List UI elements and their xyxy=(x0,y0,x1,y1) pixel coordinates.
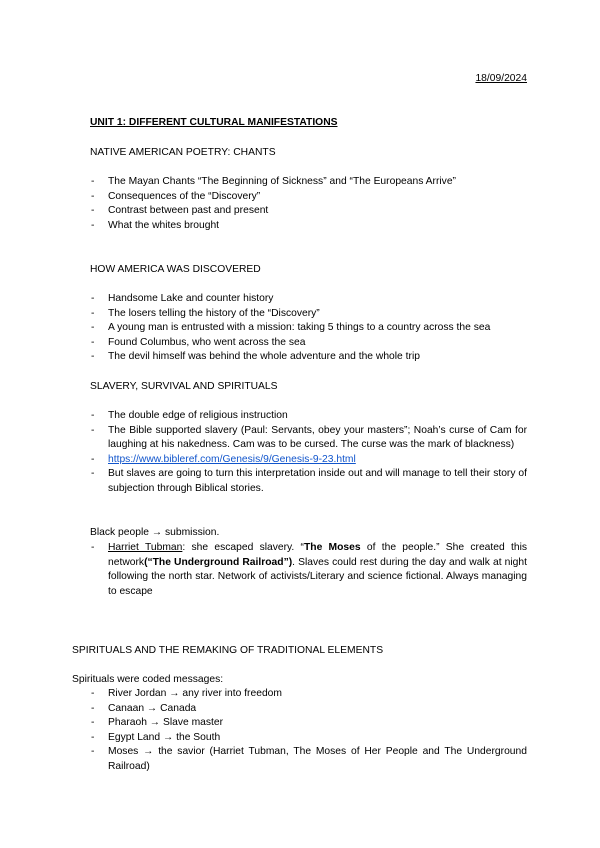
list-item: - The devil himself was behind the whole adventure and the whole trip xyxy=(90,350,527,365)
tubman-railroad: (“The Underground Railroad”) xyxy=(144,556,293,568)
list-item: - River Jordan → any river into freedom xyxy=(90,687,527,702)
list-spirituals xyxy=(90,687,527,775)
list-item: - Contrast between past and present xyxy=(90,204,527,219)
list-item: - What the whites brought xyxy=(90,219,527,234)
list-item: - Pharaoh → Slave master xyxy=(90,716,527,731)
unit-title: UNIT 1: DIFFERENT CULTURAL MANIFESTATIONS xyxy=(90,117,338,128)
tubman-text: : she escaped slavery. “ xyxy=(182,542,304,553)
list-item: - The Bible supported slavery (Paul: Servants, obey your masters”; Noah’s curse of Cam for laughing at his nakedness. Cam was to be cursed. The curse was the mark of blackness) xyxy=(90,424,527,453)
tubman-name: Harriet Tubman xyxy=(108,542,183,553)
section-heading-native: NATIVE AMERICAN POETRY: CHANTS xyxy=(90,147,276,158)
tubman-text: of the people.” She created this network xyxy=(108,542,528,568)
list-item: - The losers telling the history of the “Discovery” xyxy=(90,307,527,322)
list-item: - Moses → the savior (Harriet Tubman, The Moses of Her People and The Underground Railroad) xyxy=(90,745,527,774)
date: 18/09/2024 xyxy=(475,73,527,84)
list-item-tubman xyxy=(90,541,527,599)
list-item: - Found Columbus, who went across the sea xyxy=(90,336,527,351)
list-slavery xyxy=(90,409,527,497)
section-heading-discovered: HOW AMERICA WAS DISCOVERED xyxy=(90,264,261,275)
list-item: - But slaves are going to turn this interpretation inside out and will manage to tell their story of subjection through Biblical stories. xyxy=(90,467,527,496)
black-people-line: Black people → submission. xyxy=(90,527,220,538)
section-heading-spirituals: SPIRITUALS AND THE REMAKING OF TRADITIONAL ELEMENTS xyxy=(72,645,384,656)
list-item-link xyxy=(90,453,527,468)
bibleref-link[interactable]: https://www.bibleref.com/Genesis/9/Genesis-9-23.html xyxy=(108,453,356,465)
spirituals-intro: Spirituals were coded messages: xyxy=(72,674,224,685)
list-native xyxy=(90,175,527,233)
list-item: - Canaan → Canada xyxy=(90,702,527,717)
list-tubman xyxy=(90,541,527,599)
section-heading-slavery: SLAVERY, SURVIVAL AND SPIRITUALS xyxy=(90,381,278,392)
list-item: - A young man is entrusted with a mission: taking 5 things to a country across the sea xyxy=(90,321,527,336)
list-item: - Egypt Land → the South xyxy=(90,731,527,746)
tubman-moses: The Moses xyxy=(303,542,361,553)
list-item: - Consequences of the “Discovery” xyxy=(90,190,527,205)
list-discovered xyxy=(90,292,527,365)
tubman-text: . Slaves could rest during the day and walk at night following the north star. Network of activists/Literary and science fictional. Always managing to escape xyxy=(108,556,527,597)
list-item: - The Mayan Chants “The Beginning of Sickness” and “The Europeans Arrive” xyxy=(90,175,527,190)
list-item: - Handsome Lake and counter history xyxy=(90,292,527,307)
list-item: - The double edge of religious instruction xyxy=(90,409,527,424)
